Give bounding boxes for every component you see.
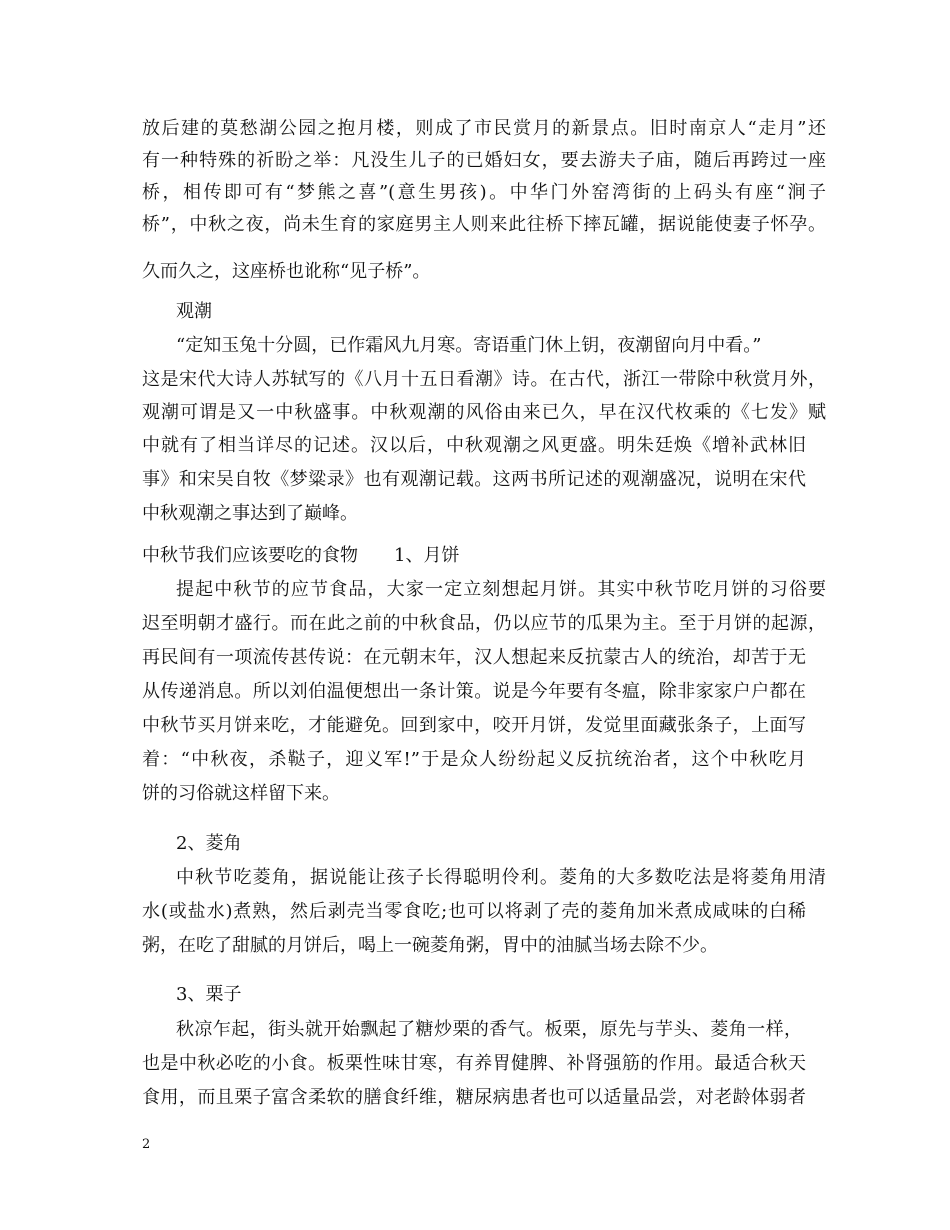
text-line: 观潮可谓是又一中秋盛事。中秋观潮的风俗由来已久，早在汉代枚乘的《七发》赋 — [142, 402, 826, 423]
text-line: 秋凉乍起，街头就开始飘起了糖炒栗的香气。板栗，原先与芋头、菱角一样， — [176, 1019, 802, 1040]
text-line: 着：“中秋夜，杀鞑子，迎义军!”于是众人纷纷起义反抗统治者，这个中秋吃月 — [142, 749, 806, 770]
section-heading-guanchao: 观潮 — [176, 301, 212, 322]
text-line: 再民间有一项流传甚传说：在元朝末年，汉人想起来反抗蒙古人的统治，却苦于无 — [142, 647, 806, 668]
text-line: 迟至明朝才盛行。而在此之前的中秋食品，仍以应节的瓜果为主。至于月饼的起源， — [142, 613, 826, 634]
text-line: 中就有了相当详尽的记述。汉以后，中秋观潮之风更盛。明朱廷焕《增补武林旧 — [142, 435, 806, 456]
text-line: 事》和宋吴自牧《梦粱录》也有观潮记载。这两书所记述的观潮盛况，说明在宋代 — [142, 469, 806, 490]
text-line: 食用，而且栗子富含柔软的膳食纤维，糖尿病患者也可以适量品尝，对老龄体弱者 — [142, 1087, 806, 1108]
text-line: 也是中秋必吃的小食。板栗性味甘寒，有养胃健脾、补肾强筋的作用。最适合秋天 — [142, 1053, 806, 1074]
section-heading-lingjiao: 2、菱角 — [176, 833, 242, 854]
text-line: 中秋节买月饼来吃，才能避免。回到家中，咬开月饼，发觉里面藏张条子，上面写 — [142, 715, 806, 736]
page-number: 2 — [142, 1137, 151, 1152]
section-heading-food: 中秋节我们应该要吃的食物 1、月饼 — [142, 545, 460, 566]
text-line: 放后建的莫愁湖公园之抱月楼，则成了市民赏月的新景点。旧时南京人“走月”还 — [142, 118, 826, 139]
text-line: 饼的习俗就这样留下来。 — [142, 783, 340, 804]
section-heading-lizi: 3、栗子 — [176, 984, 242, 1005]
poem-line: “定知玉兔十分圆，已作霜风九月寒。寄语重门休上钥，夜潮留向月中看。” — [176, 335, 762, 356]
text-line: 久而久之，这座桥也讹称“见子桥”。 — [142, 261, 431, 282]
text-line: 从传递消息。所以刘伯温便想出一条计策。说是今年要有冬瘟，除非家家户户都在 — [142, 681, 806, 702]
text-line: 桥”，中秋之夜，尚未生育的家庭男主人则来此往桥下摔瓦罐，据说能使妻子怀孕。 — [142, 214, 826, 235]
text-line: 提起中秋节的应节食品，大家一定立刻想起月饼。其实中秋节吃月饼的习俗要 — [176, 579, 826, 600]
text-line: 水(或盐水)煮熟，然后剥壳当零食吃;也可以将剥了壳的菱角加米煮成咸味的白稀 — [142, 901, 806, 922]
text-line: 中秋观潮之事达到了巅峰。 — [142, 503, 358, 524]
text-line: 这是宋代大诗人苏轼写的《八月十五日看潮》诗。在古代，浙江一带除中秋赏月外， — [142, 369, 826, 390]
text-line: 中秋节吃菱角，据说能让孩子长得聪明伶利。菱角的大多数吃法是将菱角用清 — [176, 867, 826, 888]
text-line: 粥，在吃了甜腻的月饼后，喝上一碗菱角粥，胃中的油腻当场去除不少。 — [142, 935, 718, 956]
text-line: 有一种特殊的祈盼之举：凡没生儿子的已婚妇女，要去游夫子庙，随后再跨过一座 — [142, 150, 826, 171]
text-line: 桥，相传即可有“梦熊之喜”(意生男孩)。中华门外窑湾街的上码头有座“涧子 — [142, 182, 826, 203]
